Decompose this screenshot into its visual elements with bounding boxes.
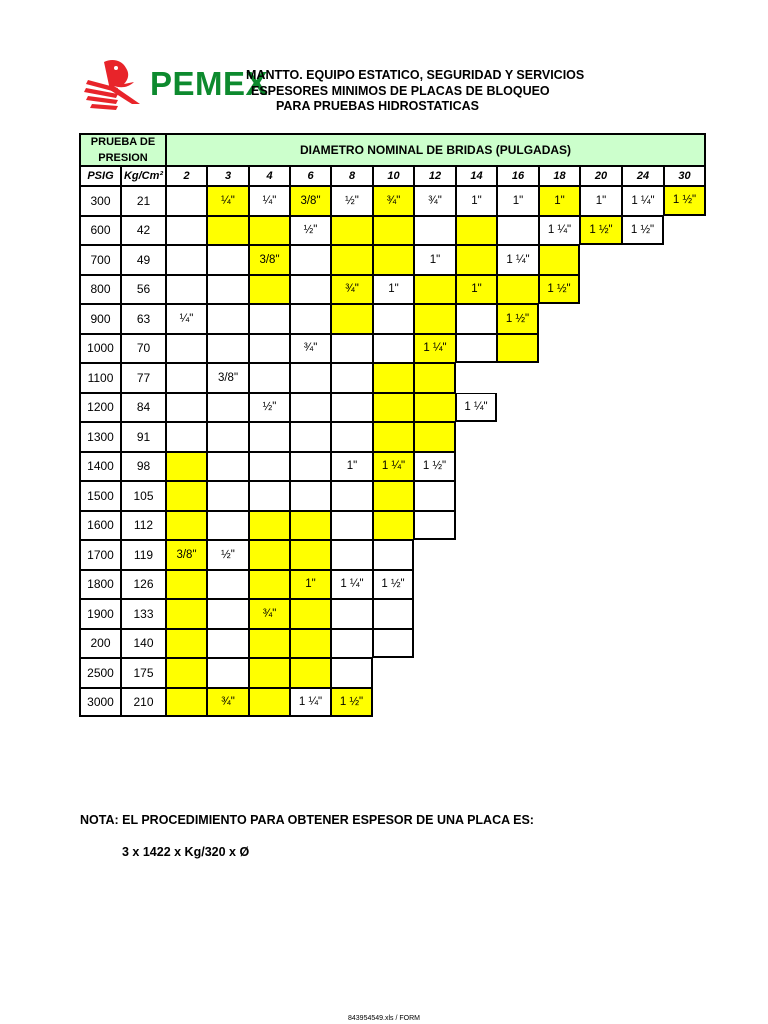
thickness-cell: 3/8" bbox=[207, 363, 249, 393]
thickness-cell bbox=[331, 599, 373, 629]
thickness-cell: ¾" bbox=[249, 599, 290, 629]
header-diameter-8: 8 bbox=[331, 166, 373, 186]
thickness-cell bbox=[331, 422, 373, 452]
thickness-cell bbox=[207, 570, 249, 600]
thickness-cell bbox=[290, 629, 331, 659]
thickness-cell bbox=[207, 275, 249, 305]
thickness-cell: ¾" bbox=[207, 688, 249, 718]
thickness-cell bbox=[249, 422, 290, 452]
thickness-cell bbox=[249, 304, 290, 334]
thickness-cell bbox=[290, 511, 331, 541]
thickness-cell: 1" bbox=[497, 186, 539, 216]
thickness-cell bbox=[249, 216, 290, 246]
thickness-cell bbox=[249, 570, 290, 600]
row-kg-cm2: 210 bbox=[121, 688, 166, 718]
thickness-cell bbox=[166, 275, 207, 305]
thickness-cell bbox=[290, 658, 331, 688]
row-psig: 700 bbox=[79, 245, 121, 275]
thickness-cell bbox=[249, 363, 290, 393]
row-kg-cm2: 98 bbox=[121, 452, 166, 482]
thickness-cell bbox=[331, 363, 373, 393]
thickness-cell bbox=[249, 275, 290, 305]
thickness-cell bbox=[207, 481, 249, 511]
thickness-cell: ½" bbox=[207, 540, 249, 570]
thickness-cell bbox=[166, 658, 207, 688]
header-line-1: MANTTO. EQUIPO ESTATICO, SEGURIDAD Y SERVICIOS bbox=[246, 68, 585, 82]
thickness-cell bbox=[497, 216, 539, 246]
row-psig: 600 bbox=[79, 216, 121, 246]
thickness-cell bbox=[456, 304, 497, 334]
header-diameter-20: 20 bbox=[580, 166, 622, 186]
thickness-cell bbox=[166, 511, 207, 541]
thickness-cell bbox=[373, 334, 414, 364]
thickness-cell bbox=[249, 481, 290, 511]
thickness-cell bbox=[373, 363, 414, 393]
thickness-cell bbox=[166, 216, 207, 246]
row-psig: 1400 bbox=[79, 452, 121, 482]
header-diameter-30: 30 bbox=[664, 166, 706, 186]
thickness-cell bbox=[331, 393, 373, 423]
thickness-cell bbox=[456, 216, 497, 246]
thickness-cell bbox=[207, 334, 249, 364]
thickness-cell bbox=[249, 334, 290, 364]
thickness-cell bbox=[331, 511, 373, 541]
row-psig: 1100 bbox=[79, 363, 121, 393]
row-psig: 1300 bbox=[79, 422, 121, 452]
header-prueba-presion: PRUEBA DE PRESION bbox=[79, 133, 166, 166]
procedure-formula: 3 x 1422 x Kg/320 x Ø bbox=[122, 845, 250, 859]
thickness-cell bbox=[249, 511, 290, 541]
thickness-cell bbox=[166, 481, 207, 511]
thickness-cell: 1 ¼" bbox=[539, 216, 580, 246]
thickness-cell bbox=[207, 422, 249, 452]
thickness-cell bbox=[290, 363, 331, 393]
thickness-cell bbox=[373, 216, 414, 246]
thickness-cell: ¼" bbox=[166, 304, 207, 334]
thickness-cell bbox=[290, 245, 331, 275]
thickness-cell: 1 ½" bbox=[414, 452, 456, 482]
row-kg-cm2: 56 bbox=[121, 275, 166, 305]
thickness-cell bbox=[373, 540, 414, 570]
header-diameter-10: 10 bbox=[373, 166, 414, 186]
thickness-cell bbox=[166, 599, 207, 629]
thickness-cell bbox=[290, 452, 331, 482]
thickness-cell: 1 ½" bbox=[664, 186, 706, 216]
thickness-cell: 1 ½" bbox=[539, 275, 580, 305]
thickness-cell bbox=[290, 540, 331, 570]
thickness-cell bbox=[166, 629, 207, 659]
thickness-cell: 1" bbox=[580, 186, 622, 216]
header-diameter-4: 4 bbox=[249, 166, 290, 186]
thickness-cell bbox=[456, 245, 497, 275]
thickness-cell: ¼" bbox=[207, 186, 249, 216]
pemex-logo-text: PEMEX bbox=[150, 65, 269, 102]
thickness-cell: ¼" bbox=[249, 186, 290, 216]
thickness-cell bbox=[166, 570, 207, 600]
row-psig: 300 bbox=[79, 186, 121, 216]
thickness-cell: 1 ½" bbox=[580, 216, 622, 246]
header-diameter-14: 14 bbox=[456, 166, 497, 186]
thickness-cell: 3/8" bbox=[290, 186, 331, 216]
thickness-cell: 3/8" bbox=[166, 540, 207, 570]
row-kg-cm2: 119 bbox=[121, 540, 166, 570]
thickness-cell: 1 ½" bbox=[622, 216, 664, 246]
procedure-note: NOTA: EL PROCEDIMIENTO PARA OBTENER ESPESOR DE UNA PLACA ES: bbox=[80, 813, 534, 827]
thickness-cell: 1 ½" bbox=[497, 304, 539, 334]
header-diametro-nominal: DIAMETRO NOMINAL DE BRIDAS (PULGADAS) bbox=[166, 133, 706, 166]
thickness-cell bbox=[166, 452, 207, 482]
thickness-cell bbox=[166, 688, 207, 718]
thickness-cell bbox=[290, 275, 331, 305]
row-kg-cm2: 42 bbox=[121, 216, 166, 246]
row-kg-cm2: 21 bbox=[121, 186, 166, 216]
thickness-cell bbox=[331, 245, 373, 275]
thickness-cell: 1 ¼" bbox=[290, 688, 331, 718]
thickness-cell: 1 ¼" bbox=[497, 245, 539, 275]
thickness-cell bbox=[414, 422, 456, 452]
row-kg-cm2: 133 bbox=[121, 599, 166, 629]
row-kg-cm2: 70 bbox=[121, 334, 166, 364]
thickness-cell bbox=[290, 481, 331, 511]
header-line-3: PARA PRUEBAS HIDROSTATICAS bbox=[276, 99, 480, 113]
thickness-cell bbox=[207, 245, 249, 275]
thickness-cell bbox=[373, 422, 414, 452]
thickness-cell: ½" bbox=[249, 393, 290, 423]
header-diameter-3: 3 bbox=[207, 166, 249, 186]
thickness-cell: 1" bbox=[373, 275, 414, 305]
row-psig: 1200 bbox=[79, 393, 121, 423]
thickness-cell bbox=[539, 245, 580, 275]
thickness-cell bbox=[207, 599, 249, 629]
thickness-cell bbox=[331, 540, 373, 570]
thickness-cell bbox=[166, 334, 207, 364]
thickness-cell: 1" bbox=[539, 186, 580, 216]
thickness-cell bbox=[373, 245, 414, 275]
thickness-cell bbox=[166, 393, 207, 423]
row-kg-cm2: 126 bbox=[121, 570, 166, 600]
row-psig: 1800 bbox=[79, 570, 121, 600]
thickness-cell: ¾" bbox=[331, 275, 373, 305]
row-psig: 1600 bbox=[79, 511, 121, 541]
thickness-cell bbox=[373, 511, 414, 541]
thickness-cell: 3/8" bbox=[249, 245, 290, 275]
thickness-cell bbox=[166, 186, 207, 216]
thickness-cell bbox=[373, 599, 414, 629]
row-psig: 1700 bbox=[79, 540, 121, 570]
thickness-cell bbox=[207, 511, 249, 541]
thickness-cell bbox=[166, 363, 207, 393]
thickness-cell: 1 ¼" bbox=[456, 393, 497, 423]
thickness-cell bbox=[207, 452, 249, 482]
thickness-cell bbox=[373, 629, 414, 659]
thickness-cell bbox=[331, 334, 373, 364]
row-kg-cm2: 112 bbox=[121, 511, 166, 541]
header-diameter-12: 12 bbox=[414, 166, 456, 186]
thickness-cell: 1" bbox=[456, 186, 497, 216]
thickness-cell bbox=[456, 334, 497, 364]
thickness-cell bbox=[249, 658, 290, 688]
header-diameter-18: 18 bbox=[539, 166, 580, 186]
thickness-cell bbox=[290, 422, 331, 452]
thickness-cell bbox=[497, 334, 539, 364]
thickness-cell bbox=[290, 304, 331, 334]
header-diameter-2: 2 bbox=[166, 166, 207, 186]
thickness-cell bbox=[331, 216, 373, 246]
thickness-cell bbox=[290, 393, 331, 423]
row-psig: 2500 bbox=[79, 658, 121, 688]
thickness-cell bbox=[414, 363, 456, 393]
row-psig: 800 bbox=[79, 275, 121, 305]
thickness-cell bbox=[331, 481, 373, 511]
thickness-cell: ½" bbox=[331, 186, 373, 216]
thickness-cell: 1 ¼" bbox=[373, 452, 414, 482]
thickness-cell bbox=[414, 511, 456, 541]
row-psig: 200 bbox=[79, 629, 121, 659]
thickness-cell bbox=[414, 275, 456, 305]
thickness-cell bbox=[207, 393, 249, 423]
thickness-cell: 1 ¼" bbox=[622, 186, 664, 216]
thickness-cell bbox=[290, 599, 331, 629]
row-psig: 1900 bbox=[79, 599, 121, 629]
row-kg-cm2: 105 bbox=[121, 481, 166, 511]
thickness-cell bbox=[249, 629, 290, 659]
thickness-cell bbox=[331, 658, 373, 688]
thickness-cell bbox=[249, 688, 290, 718]
thickness-cell bbox=[207, 304, 249, 334]
header-diameter-24: 24 bbox=[622, 166, 664, 186]
thickness-cell bbox=[497, 275, 539, 305]
thickness-cell bbox=[373, 304, 414, 334]
thickness-cell bbox=[249, 540, 290, 570]
row-psig: 1500 bbox=[79, 481, 121, 511]
thickness-cell bbox=[373, 393, 414, 423]
header-psig: PSIG bbox=[79, 166, 121, 186]
thickness-cell bbox=[414, 481, 456, 511]
thickness-cell: ¾" bbox=[414, 186, 456, 216]
thickness-cell bbox=[414, 393, 456, 423]
thickness-cell bbox=[207, 658, 249, 688]
thickness-cell bbox=[166, 422, 207, 452]
thickness-cell bbox=[331, 629, 373, 659]
thickness-cell bbox=[414, 216, 456, 246]
thickness-cell: 1 ¼" bbox=[331, 570, 373, 600]
header-diameter-6: 6 bbox=[290, 166, 331, 186]
row-psig: 900 bbox=[79, 304, 121, 334]
row-kg-cm2: 84 bbox=[121, 393, 166, 423]
row-kg-cm2: 140 bbox=[121, 629, 166, 659]
thickness-cell bbox=[414, 304, 456, 334]
thickness-cell: 1 ½" bbox=[373, 570, 414, 600]
thickness-cell: ¾" bbox=[373, 186, 414, 216]
header-line-2: ESPESORES MINIMOS DE PLACAS DE BLOQUEO bbox=[251, 84, 550, 98]
row-kg-cm2: 91 bbox=[121, 422, 166, 452]
thickness-cell bbox=[373, 481, 414, 511]
thickness-cell: 1 ½" bbox=[331, 688, 373, 718]
row-psig: 3000 bbox=[79, 688, 121, 718]
row-kg-cm2: 63 bbox=[121, 304, 166, 334]
thickness-cell bbox=[249, 452, 290, 482]
thickness-cell: 1" bbox=[456, 275, 497, 305]
row-kg-cm2: 49 bbox=[121, 245, 166, 275]
thickness-cell bbox=[331, 304, 373, 334]
thickness-cell bbox=[207, 216, 249, 246]
thickness-cell bbox=[207, 629, 249, 659]
row-psig: 1000 bbox=[79, 334, 121, 364]
thickness-cell: ¾" bbox=[290, 334, 331, 364]
header-diameter-16: 16 bbox=[497, 166, 539, 186]
row-kg-cm2: 77 bbox=[121, 363, 166, 393]
thickness-cell bbox=[166, 245, 207, 275]
row-kg-cm2: 175 bbox=[121, 658, 166, 688]
thickness-cell: 1" bbox=[331, 452, 373, 482]
thickness-cell: 1" bbox=[290, 570, 331, 600]
thickness-cell: ½" bbox=[290, 216, 331, 246]
header-kg-cm2: Kg/Cm² bbox=[121, 166, 166, 186]
thickness-cell: 1" bbox=[414, 245, 456, 275]
thickness-cell: 1 ¼" bbox=[414, 334, 456, 364]
file-footer: 843954549.xls / FORM bbox=[348, 1015, 420, 1022]
